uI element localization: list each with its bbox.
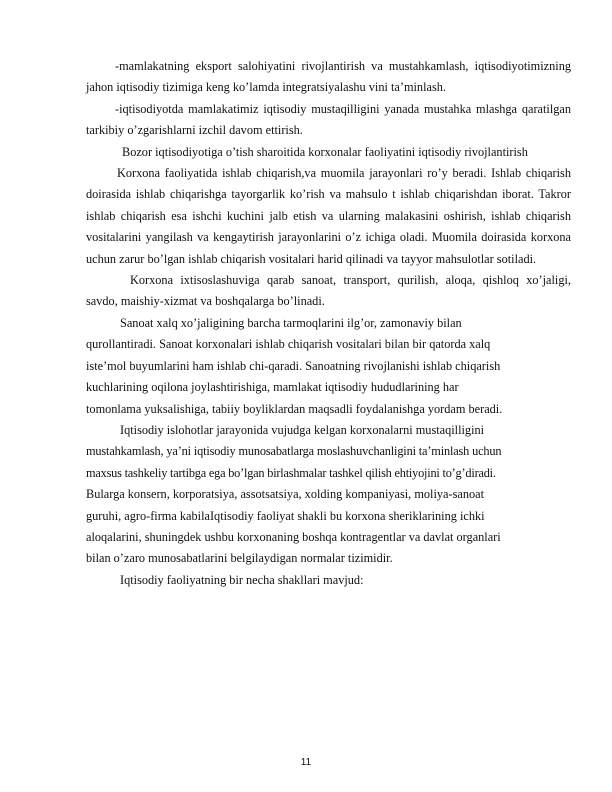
text-line: tomonlama yuksalishiga, tabiiy boyliklardan maqsadli foydalanishga yordam beradi. (86, 401, 503, 416)
text-line: kuchlarining oqilona joylashtirishiga, mamlakat iqtisodiy hududlarining har (86, 380, 459, 395)
text-line: iste’mol buyumlarini ham ishlab chi-qaradi. Sanoatning rivojlanishi ishlab chiqarish (86, 358, 501, 373)
text-line: Bularga konsern, korporatsiya, assotsatsiya, xolding kompaniyasi, moliya-sanoat (86, 487, 484, 502)
text-line: guruhi, agro-firma kabilaIqtisodiy faoliyat shakli bu korxona sheriklarining ichki (86, 508, 485, 523)
page-number: 11 (300, 757, 312, 768)
document-page (86, 56, 571, 591)
text-line: mustahkamlash, ya’ni iqtisodiy munosabatlarga moslashuvchanligini ta’minlash uchun (86, 444, 502, 459)
paragraph-sanoat (86, 313, 571, 420)
paragraph-mustaqillik: -iqtisodiyotda mamlakatimiz iqtisodiy mustaqilligini yanada mustahka mlashga qaratilgan tarkibiy o’zgarishlarni izchil davom ettirish. (86, 101, 571, 138)
text-line: Sanoat xalq xo’jaligining barcha tarmoqlarini ilg’or, zamonaviy bilan (120, 315, 462, 330)
text-line: Iqtisodiy islohotlar jarayonida vujudga kelgan korxonalarni mustaqilligini (120, 422, 485, 437)
paragraph-islohotlar (86, 420, 571, 570)
paragraph-shakllar (86, 570, 571, 591)
text-line: Iqtisodiy faoliyatning bir necha shakllari mavjud: (120, 572, 364, 587)
text-line: bilan o’zaro munosabatlarini belgilaydigan normalar tizimidir. (86, 551, 393, 566)
text-line: aloqalarini, shuningdek ushbu korxonaning boshqa kontragentlar va davlat organlari (86, 529, 501, 544)
paragraph-korxona-faoliyati: Korxona faoliyatida ishlab chiqarish,va muomila jarayonlari ro’y beradi. Ishlab chiqarish doirasida ishlab chiqarishga tayorgarlik ko’rish va mahsulo t ishlab chiqarishdan iborat. Takror ishlab chiqarish esa ishchi kuchini jalb etish va ularning malakasini oshirish, ishlab chiqarish vositalarini yangilash va kengaytirish jarayonlarini o’z ichiga oladi. Muomila doirasida korxona uchun zarur bo’lgan ishlab chiqarish vositalari harid qilinadi va tayyor mahsulotlar sotiladi. (86, 166, 571, 266)
text-line: qurollantiradi. Sanoat korxonalari ishlab chiqarish vositalari bilan bir qatorda xalq (86, 337, 491, 352)
text-line: maxsus tashkeliy tartibga ega bo’lgan birlashmalar tashkel qilish ehtiyojini to’g’diradi. (86, 465, 496, 480)
paragraph-export: -mamlakatning eksport salohiyatini rivojlantirish va mustahkamlash, iqtisodiyotimizning jahon iqtisodiy tizimiga keng ko’lamda integratsiyalashu vini ta’minlash. (86, 59, 571, 95)
paragraph-bozor-heading: Bozor iqtisodiyotiga o’tish sharoitida korxonalar faoliyatini iqtisodiy rivojlantirish (122, 144, 528, 159)
paragraph-ixtisoslashuv: Korxona ixtisoslashuviga qarab sanoat, transport, qurilish, aloqa, qishloq xo’jaligi, savdo, maishiy-xizmat va boshqalarga bo’linadi. (86, 273, 571, 309)
